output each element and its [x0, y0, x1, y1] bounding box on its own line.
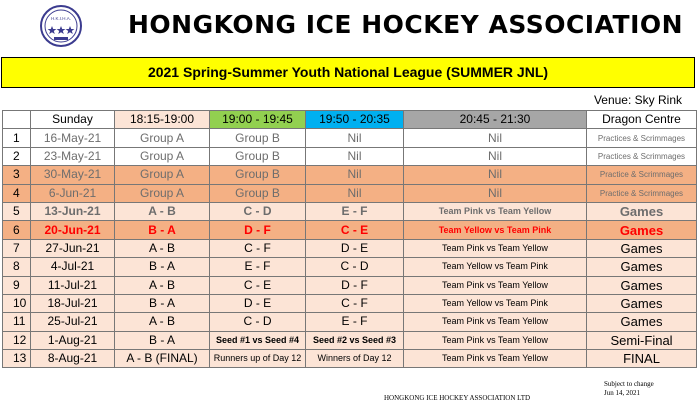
table-header-row: [3, 111, 697, 129]
row-date: 20-Jun-21: [31, 221, 115, 239]
dragon-centre-cell: Games: [587, 258, 697, 276]
footer-note-line1: Subject to change: [604, 380, 654, 388]
table-row: [3, 331, 697, 349]
header-slot-4: 20:45 - 21:30: [404, 111, 587, 129]
slot-1-cell: A - B (FINAL): [115, 350, 210, 368]
row-number: 7: [3, 239, 31, 257]
slot-4-cell: Team Pink vs Team Yellow: [404, 239, 587, 257]
slot-2-cell: D - F: [210, 221, 306, 239]
slot-2-cell: C - F: [210, 239, 306, 257]
dragon-centre-cell: Practice & Scrimmages: [587, 166, 697, 184]
slot-4-cell: Team Pink vs Team Yellow: [404, 202, 587, 220]
dragon-centre-cell: Games: [587, 294, 697, 312]
row-date: 1-Aug-21: [31, 331, 115, 349]
slot-1-cell: Group A: [115, 166, 210, 184]
slot-3-cell: Winners of Day 12: [306, 350, 404, 368]
table-row: [3, 294, 697, 312]
slot-4-cell: Team Yellow vs Team Pink: [404, 221, 587, 239]
slot-4-cell: Nil: [404, 129, 587, 147]
row-number: 12: [3, 331, 31, 349]
row-number: 6: [3, 221, 31, 239]
row-number: 1: [3, 129, 31, 147]
footer-note-line2: Jun 14, 2021: [604, 389, 640, 397]
slot-4-cell: Nil: [404, 166, 587, 184]
slot-1-cell: Group A: [115, 147, 210, 165]
row-number: 13: [3, 350, 31, 368]
slot-2-cell: Group B: [210, 129, 306, 147]
table-row: [3, 184, 697, 202]
dragon-centre-cell: Games: [587, 239, 697, 257]
dragon-centre-cell: Practices & Scrimmages: [587, 147, 697, 165]
venue-label: Venue: Sky Rink: [593, 93, 682, 107]
row-date: 13-Jun-21: [31, 202, 115, 220]
slot-1-cell: A - B: [115, 276, 210, 294]
row-number: 11: [3, 313, 31, 331]
row-date: 23-May-21: [31, 147, 115, 165]
schedule-table: [2, 110, 697, 368]
slot-2-cell: D - E: [210, 294, 306, 312]
row-number: 2: [3, 147, 31, 165]
slot-4-cell: Team Yellow vs Team Pink: [404, 258, 587, 276]
slot-1-cell: A - B: [115, 202, 210, 220]
row-date: 16-May-21: [31, 129, 115, 147]
slot-2-cell: Group B: [210, 166, 306, 184]
row-number: 3: [3, 166, 31, 184]
slot-1-cell: Group A: [115, 129, 210, 147]
row-date: 27-Jun-21: [31, 239, 115, 257]
table-row: [3, 313, 697, 331]
footer-organization: HONGKONG ICE HOCKEY ASSOCIATION LTD: [384, 394, 531, 402]
slot-3-cell: Nil: [306, 129, 404, 147]
table-row: [3, 239, 697, 257]
row-number: 10: [3, 294, 31, 312]
slot-2-cell: C - D: [210, 202, 306, 220]
dragon-centre-cell: Games: [587, 313, 697, 331]
dragon-centre-cell: Practice & Scrimmages: [587, 184, 697, 202]
header-day: Sunday: [31, 111, 115, 129]
header-slot-3: 19:50 - 20:35: [306, 111, 404, 129]
header-dragon-centre: Dragon Centre: [587, 111, 697, 129]
slot-3-cell: D - E: [306, 239, 404, 257]
slot-2-cell: E - F: [210, 258, 306, 276]
table-row: [3, 202, 697, 220]
slot-4-cell: Nil: [404, 184, 587, 202]
slot-4-cell: Team Yellow vs Team Pink: [404, 294, 587, 312]
slot-4-cell: Team Pink vs Team Yellow: [404, 313, 587, 331]
table-row: [3, 129, 697, 147]
dragon-centre-cell: Practices & Scrimmages: [587, 129, 697, 147]
header-slot-2: 19:00 - 19:45: [210, 111, 306, 129]
slot-3-cell: Nil: [306, 147, 404, 165]
slot-3-cell: D - F: [306, 276, 404, 294]
table-row: [3, 166, 697, 184]
row-date: 4-Jul-21: [31, 258, 115, 276]
slot-3-cell: C - D: [306, 258, 404, 276]
slot-4-cell: Nil: [404, 147, 587, 165]
table-row: [3, 221, 697, 239]
row-date: 30-May-21: [31, 166, 115, 184]
slot-3-cell: Nil: [306, 184, 404, 202]
slot-1-cell: B - A: [115, 331, 210, 349]
row-number: 8: [3, 258, 31, 276]
slot-1-cell: B - A: [115, 258, 210, 276]
slot-1-cell: B - A: [115, 221, 210, 239]
league-banner: 2021 Spring-Summer Youth National League (SUMMER JNL): [1, 57, 695, 88]
header-slot-1: 18:15-19:00: [115, 111, 210, 129]
slot-3-cell: Seed #2 vs Seed #3: [306, 331, 404, 349]
organization-title: HONGKONG ICE HOCKEY ASSOCIATION: [128, 10, 684, 39]
slot-3-cell: C - E: [306, 221, 404, 239]
header-num: [3, 111, 31, 129]
slot-1-cell: Group A: [115, 184, 210, 202]
footer-note: [604, 380, 654, 398]
dragon-centre-cell: Games: [587, 202, 697, 220]
slot-2-cell: Runners up of Day 12: [210, 350, 306, 368]
logo-text: H.K.I.H.A.: [50, 16, 72, 21]
row-number: 9: [3, 276, 31, 294]
row-date: 18-Jul-21: [31, 294, 115, 312]
row-number: 4: [3, 184, 31, 202]
dragon-centre-cell: Games: [587, 221, 697, 239]
slot-4-cell: Team Pink vs Team Yellow: [404, 331, 587, 349]
dragon-centre-cell: FINAL: [587, 350, 697, 368]
slot-2-cell: C - D: [210, 313, 306, 331]
row-date: 25-Jul-21: [31, 313, 115, 331]
row-date: 8-Aug-21: [31, 350, 115, 368]
row-number: 5: [3, 202, 31, 220]
table-row: [3, 350, 697, 368]
table-row: [3, 276, 697, 294]
slot-1-cell: A - B: [115, 313, 210, 331]
slot-1-cell: A - B: [115, 239, 210, 257]
slot-3-cell: E - F: [306, 202, 404, 220]
dragon-centre-cell: Semi-Final: [587, 331, 697, 349]
slot-3-cell: C - F: [306, 294, 404, 312]
slot-2-cell: Group B: [210, 184, 306, 202]
slot-4-cell: Team Pink vs Team Yellow: [404, 276, 587, 294]
table-row: [3, 147, 697, 165]
slot-2-cell: Group B: [210, 147, 306, 165]
dragon-centre-cell: Games: [587, 276, 697, 294]
slot-2-cell: C - E: [210, 276, 306, 294]
slot-3-cell: Nil: [306, 166, 404, 184]
slot-3-cell: E - F: [306, 313, 404, 331]
slot-4-cell: Team Pink vs Team Yellow: [404, 350, 587, 368]
slot-2-cell: Seed #1 vs Seed #4: [210, 331, 306, 349]
hkiha-logo: [36, 4, 86, 48]
slot-1-cell: B - A: [115, 294, 210, 312]
row-date: 6-Jun-21: [31, 184, 115, 202]
table-row: [3, 258, 697, 276]
row-date: 11-Jul-21: [31, 276, 115, 294]
